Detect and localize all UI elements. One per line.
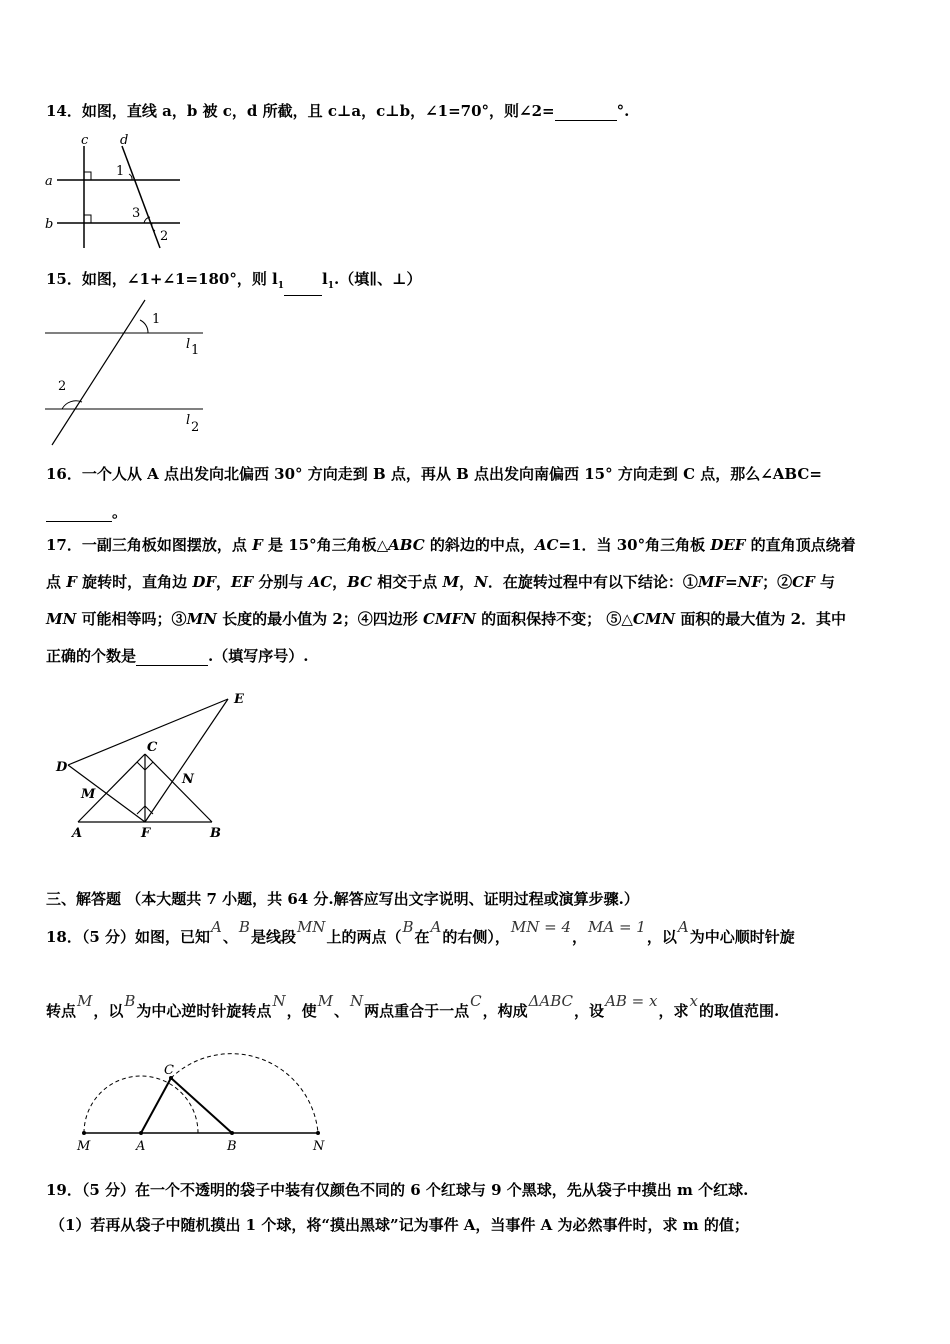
q19-line1: 19．（5 分）在一个不透明的袋子中装有仅颜色不同的 6 个红球与 9 个黑球，先从袋子中摸出 m 个红球. [46, 1181, 749, 1199]
section3-heading: 三、解答题 （本大题共 7 小题，共 64 分.解答应写出文字说明、证明过程或演算步骤.） [46, 890, 639, 908]
label-a: a [45, 174, 53, 189]
q17-figure [50, 685, 260, 845]
label-c: c [81, 133, 89, 148]
q17-label-D: D [56, 760, 68, 775]
q17-blank[interactable] [136, 649, 208, 666]
q18-figure [70, 1040, 340, 1155]
q18-label-B: B [227, 1139, 237, 1154]
q18-label-N: N [313, 1139, 325, 1154]
q18-label-M: M [77, 1139, 91, 1154]
label-d: d [120, 133, 129, 148]
q15-label-l1: l [186, 337, 191, 352]
q18-label-A: A [136, 1139, 146, 1154]
q17-label-E: E [234, 692, 244, 707]
q14-figure [40, 128, 190, 253]
q15-label-2: 2 [58, 379, 67, 394]
q17-line1: 17．一副三角板如图摆放，点 F 是 15°角三角板△ABC 的斜边的中点，AC=1．当 30°角三角板 DEF 的直角顶点绕着 [46, 536, 856, 554]
q17-label-N: N [182, 772, 194, 787]
q17-label-A: A [72, 826, 83, 841]
q17-line2: 点 F 旋转时，直角边 DF，EF 分别与 AC，BC 相交于点 M，N．在旋转过程中有以下结论：①MF=NF；②CF 与 [46, 573, 835, 591]
q17-line3: MN 可能相等吗；③MN 长度的最小值为 2；④四边形 CMFN 的面积保持不变； ⑤△CMN 面积的最大值为 2．其中 [46, 610, 847, 628]
q14-blank[interactable] [555, 104, 617, 121]
q16-text: 16．一个人从 A 点出发向北偏西 30° 方向走到 B 点，再从 B 点出发向南偏西 15° 方向走到 C 点，那么∠ABC= [46, 465, 822, 483]
q15-label-l2: l [186, 413, 191, 428]
q18-line2: 转点M，以B为中心逆时针旋转点N，使M、N两点重合于一点C，构成ΔABC，设AB = x，求x的取值范围. [46, 992, 780, 1020]
q17-line4: 正确的个数是 .（填写序号）. [46, 647, 309, 665]
q19-line2: （1）若再从袋子中随机摸出 1 个球，将“摸出黑球”记为事件 A，当事件 A 为必然事件时，求 m 的值； [50, 1216, 749, 1234]
q15-text: 15．如图，∠1+∠1=180°，则 $l_1$ $l_1$.（填∥、⊥） [46, 269, 910, 296]
q15-figure [40, 298, 220, 448]
q17-label-M: M [81, 787, 96, 802]
q16-blank[interactable] [46, 505, 112, 522]
svg-text:2: 2 [191, 420, 200, 435]
svg-text:1: 1 [191, 343, 200, 358]
q15-label-1: 1 [152, 312, 161, 327]
q17-label-B: B [210, 826, 221, 841]
q16-answer-line: 。 [46, 502, 910, 522]
q15-blank[interactable] [284, 279, 322, 296]
label-3: 3 [132, 206, 141, 221]
q18-label-C: C [164, 1063, 174, 1078]
q18-line1: 18．（5 分）如图，已知A、B是线段MN上的两点（B在A的右侧），MN = 4，MA = 1，以A为中心顺时针旋 [46, 918, 795, 946]
q17-label-F: F [141, 826, 151, 841]
label-2: 2 [160, 229, 169, 244]
label-1: 1 [116, 164, 125, 179]
q17-label-C: C [147, 740, 158, 755]
q14-text: 14．如图，直线 a，b 被 c，d 所截，且 c⊥a，c⊥b，∠1=70°，则∠2= °. [46, 102, 630, 120]
label-b: b [45, 217, 54, 232]
